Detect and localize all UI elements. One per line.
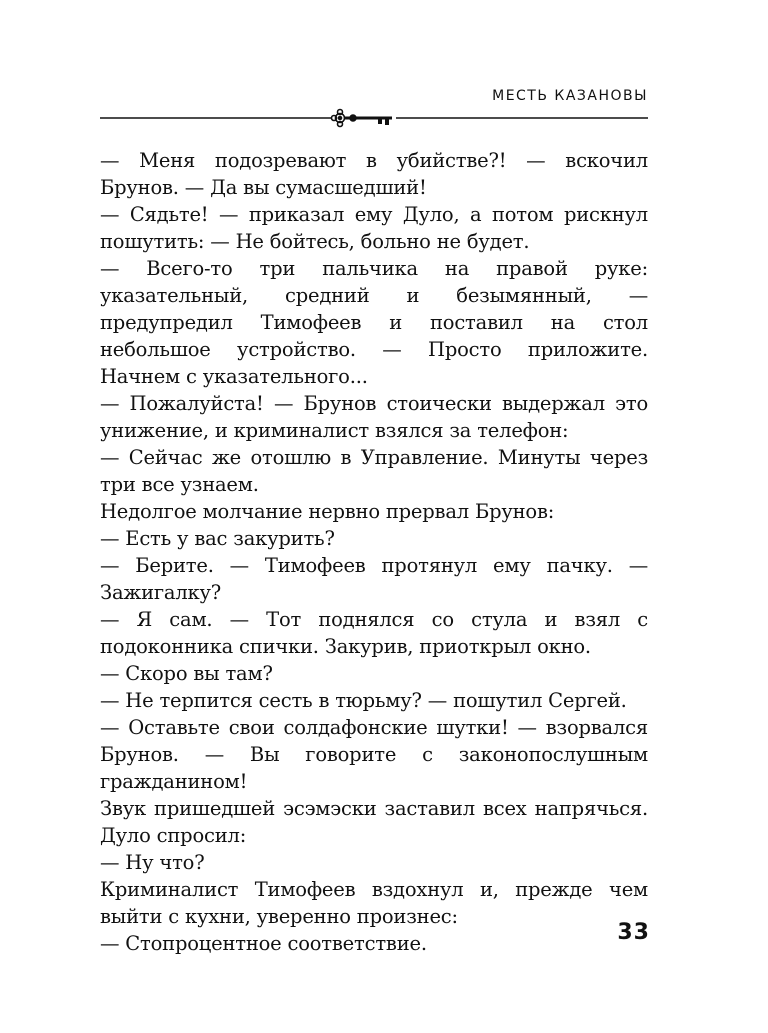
paragraph: — Сядьте! — приказал ему Дуло, а потом рискнул пошутить: — Не бойтесь, больно не будет. xyxy=(100,203,648,253)
paragraph: — Скоро вы там? xyxy=(100,662,273,685)
paragraph: — Меня подозревают в убийстве?! — вскочил Брунов. — Да вы сумасшедший! xyxy=(100,149,648,199)
header-rule-key-ornament xyxy=(100,108,648,128)
paragraph: — Всего-то три пальчика на правой руке: указательный, средний и безымянный, — предупредил Тимофеев и поставил на стол небольшое устройство. — Просто приложите. Начнем с указательного... xyxy=(100,257,648,388)
paragraph: — Сейчас же отошлю в Управление. Минуты через три все узнаем. xyxy=(100,446,648,496)
paragraph: — Не терпится сесть в тюрьму? — пошутил Сергей. xyxy=(100,689,627,712)
paragraph: — Стопроцентное соответствие. xyxy=(100,932,427,955)
paragraph: — Берите. — Тимофеев протянул ему пачку. — Зажигалку? xyxy=(100,554,648,604)
key-icon xyxy=(332,110,393,127)
paragraph: — Пожалуйста! — Брунов стоически выдержал это унижение, и криминалист взялся за телефон: xyxy=(100,392,648,442)
paragraph: — Ну что? xyxy=(100,851,205,874)
paragraph: — Оставьте свои солдафонские шутки! — взорвался Брунов. — Вы говорите с законопослушным гражданином! xyxy=(100,716,648,793)
main-text xyxy=(100,147,648,957)
paragraph: Звук пришедшей эсэмэски заставил всех напрячься. Дуло спросил: xyxy=(100,797,648,847)
running-header-title: МЕСТЬ КАЗАНОВЫ xyxy=(492,88,648,104)
paragraph: — Есть у вас закурить? xyxy=(100,527,335,550)
paragraph: Криминалист Тимофеев вздохнул и, прежде чем выйти с кухни, уверенно произнес: xyxy=(100,878,648,928)
page-number: 33 xyxy=(617,920,650,945)
paragraph: Недолгое молчание нервно прервал Брунов: xyxy=(100,500,555,523)
paragraph: — Я сам. — Тот поднялся со стула и взял с подоконника спички. Закурив, приоткрыл окно. xyxy=(100,608,648,658)
